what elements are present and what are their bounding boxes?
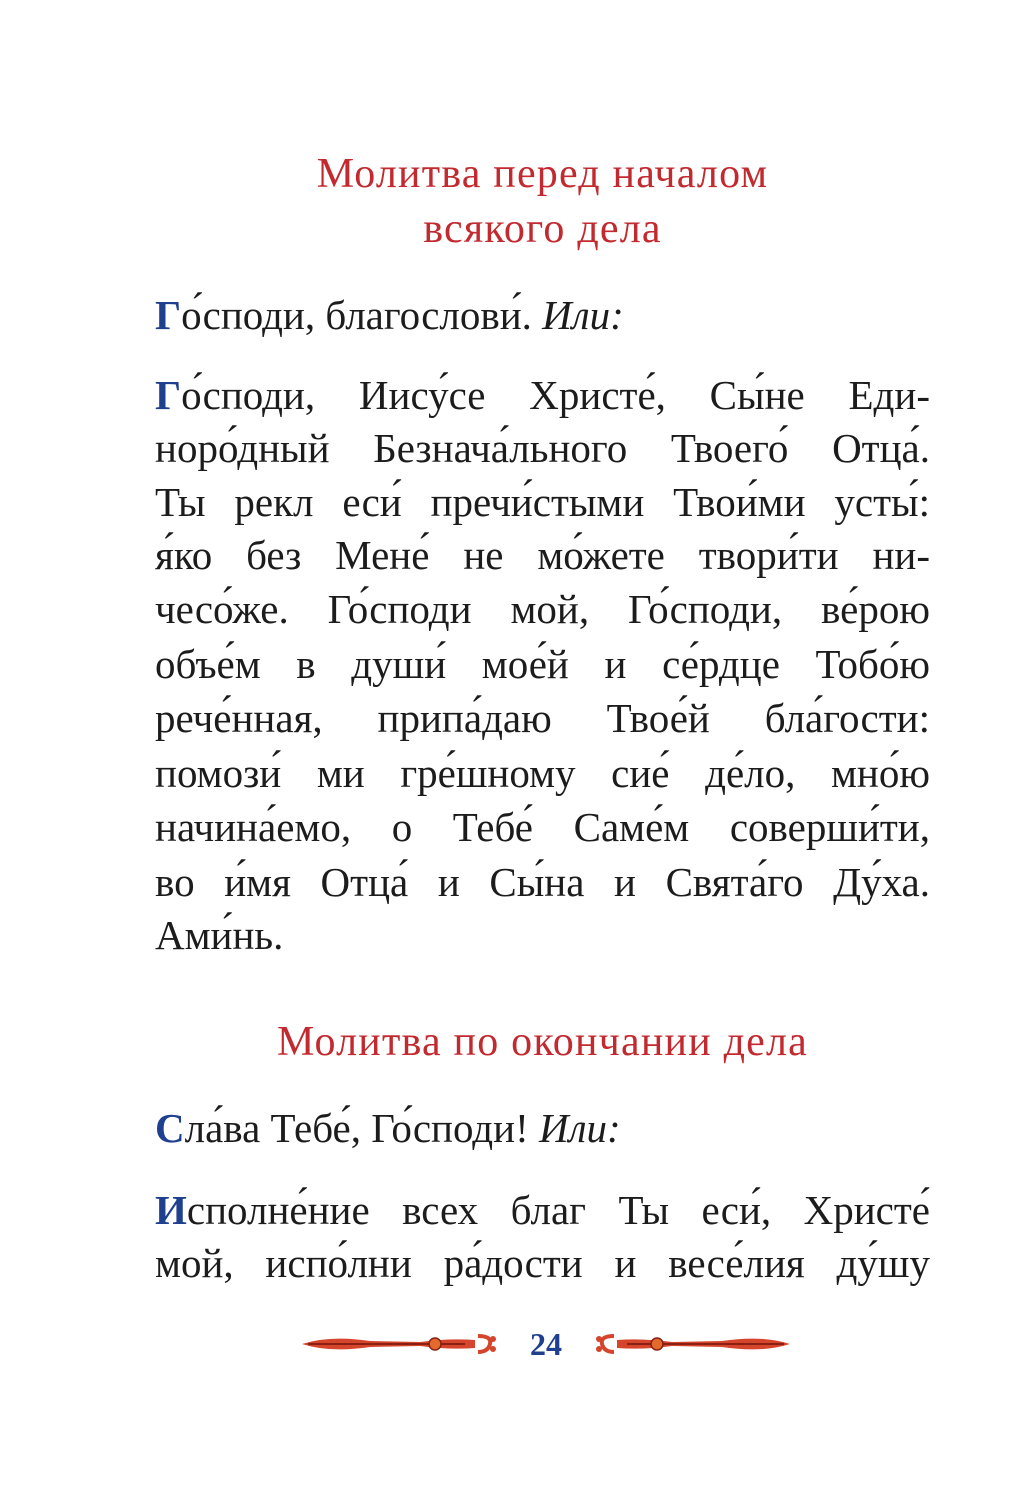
prayer-line: во и́мя Отца́ и Сы́на и Свята́го Ду́ха. [155, 859, 930, 905]
prayer-line: помози́ ми гре́шному сие́ де́ло, мно́ю [155, 750, 930, 796]
prayer-line-text: сполне́ние всех благ Ты еси́, Христе́ [186, 1187, 930, 1233]
drop-initial: С [155, 1105, 185, 1151]
prayer-line: чесо́же. Го́споди мой, Го́споди, ве́рою [155, 586, 930, 632]
prayer-line [155, 1187, 930, 1233]
right-ornament-icon [592, 1330, 792, 1358]
drop-initial: Г [155, 292, 182, 338]
prayer-line: Ты рекл еси́ пречи́стыми Твои́ми усты́: [155, 479, 930, 525]
prayer-line [155, 372, 930, 418]
prayer-line: начина́емо, о Тебе́ Саме́м соверши́ти, [155, 804, 930, 850]
page-footer [300, 1318, 792, 1370]
prayer-line: мой, испо́лни ра́дости и весе́лия ду́шу [155, 1240, 930, 1286]
page-number: 24 [530, 1326, 562, 1362]
section1-title-line1: Молитва перед началом [316, 151, 769, 197]
intro-text: ла́ва Тебе́, Го́споди! [184, 1105, 529, 1151]
prayer-line: объе́м в души́ мое́й и се́рдце Тобо́ю [155, 641, 930, 687]
section2-intro [155, 1105, 930, 1151]
prayer-line: норо́дный Безнача́льного Твоего́ Отца́. [155, 425, 930, 471]
section1-intro [155, 292, 930, 338]
drop-initial: Г [155, 372, 182, 418]
intro-text: о́споди, благослови́. [181, 292, 532, 338]
prayer-line: Ами́нь. [155, 912, 284, 958]
prayer-line: я́ко без Мене́ не мо́жете твори́ти ни- [155, 532, 930, 578]
section1-title-line2: всякого дела [423, 206, 662, 252]
rubric-ili: Или: [542, 292, 624, 338]
section2-title: Молитва по окончании дела [277, 1019, 808, 1065]
drop-initial: И [155, 1187, 187, 1233]
prayer-line-text: о́споди, Иису́се Христе́, Сы́не Еди- [181, 372, 930, 418]
rubric-ili: Или: [539, 1105, 621, 1151]
prayer-line: рече́нная, припа́даю Твое́й бла́гости: [155, 695, 930, 741]
left-ornament-icon [300, 1330, 500, 1358]
